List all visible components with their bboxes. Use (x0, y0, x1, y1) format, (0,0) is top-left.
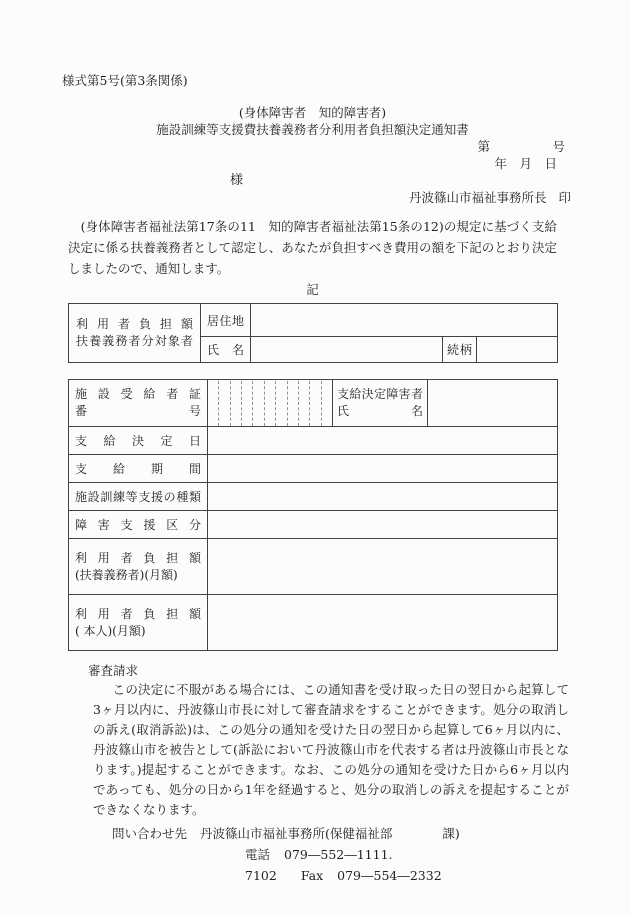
name-label: 氏名 (201, 337, 251, 363)
digit-slot (231, 381, 242, 426)
grantee-label-line1: 支給決定障害者 (337, 387, 423, 401)
digit-slot (253, 381, 264, 426)
contact-office: 丹波篠山市福祉事務所(保健福祉部 課) (200, 826, 460, 841)
supply-period-label: 支給期間 (69, 455, 208, 483)
burden-self-label-line1: 利用者負担額 (75, 606, 201, 621)
obligor-row-header (69, 304, 201, 363)
relation-label: 続柄 (443, 337, 477, 363)
table-row (69, 511, 558, 539)
name-value-cell (251, 337, 443, 363)
table-row (69, 483, 558, 511)
tel-number: 079―552―1111. 7102 (245, 847, 393, 883)
digit-slot (322, 381, 332, 426)
burden-obligor-label-line2: (扶養義務者)(月額) (75, 567, 178, 582)
issuer-title: 丹波篠山市福祉事務所長 (408, 190, 547, 205)
burden-obligor-value-cell (208, 539, 558, 595)
relation-value-cell (477, 337, 558, 363)
support-category-label: 障害支援区分 (69, 511, 208, 539)
support-type-label: 施設訓練等支援の種類 (69, 483, 208, 511)
form-number: 様式第5号(第3条関係) (62, 73, 188, 88)
grantee-name-value-cell (428, 380, 558, 427)
contact-line1 (112, 824, 557, 844)
seal-mark: 印 (558, 190, 571, 205)
issuer-line (68, 189, 571, 206)
tel-label: 電話 (245, 847, 271, 862)
obligor-header-line2: 扶養義務者分対象者 (76, 334, 193, 348)
doc-number-line: 第 号 (477, 139, 565, 154)
appeal-section (88, 662, 569, 820)
digit-slot (276, 381, 287, 426)
supply-period-value-cell (208, 455, 558, 483)
contact-section (68, 824, 557, 886)
residence-value-cell (251, 304, 558, 337)
contact-line2 (245, 844, 557, 886)
contact-label: 問い合わせ先 (112, 826, 188, 841)
digit-slot (288, 381, 299, 426)
digit-slot (208, 381, 219, 426)
digit-slot (265, 381, 276, 426)
appeal-text: この決定に不服がある場合には、この通知書を受け取った日の翌日から起算して3ヶ月以内に、丹波篠山市長に対して審査請求をすることができます。処分の取消しの訴え(取消訴訟)は、この処分の通知を受けた日の翌日から起算して6ヶ月以内に、丹波篠山市を被告として(訴訟において丹波篠山市を代表する者は丹波篠山市長となります。)提起することができます。なお、この処分の通知を受けた日から6ヶ月以内であっても、処分の日から1年を経過すると、処分の取消しの訴えを提起することができなくなります。 (93, 682, 569, 817)
table-row (69, 304, 558, 337)
cert-number-cell (208, 380, 333, 427)
digit-slot (299, 381, 310, 426)
support-category-value-cell (208, 511, 558, 539)
table-row (69, 455, 558, 483)
burden-obligor-label-line1: 利用者負担額 (75, 550, 201, 565)
addressee-sama: 様 (230, 173, 244, 188)
obligor-table (68, 303, 558, 363)
table-row (69, 427, 558, 455)
date-line: 年 月 日 (494, 156, 557, 171)
doc-title: 施設訓練等支援費扶養義務者分利用者負担額決定通知書 (156, 122, 469, 137)
decision-table (68, 379, 558, 651)
grantee-name-label (333, 380, 428, 427)
burden-obligor-label (69, 539, 208, 595)
ki-marker: 記 (306, 282, 319, 297)
appeal-heading: 審査請求 (88, 663, 139, 678)
grantee-label-line2: 氏名 (337, 404, 423, 418)
digit-grid (208, 381, 332, 426)
cert-label-line1: 施設受給者証 (75, 387, 201, 401)
burden-self-value-cell (208, 595, 558, 651)
cert-number-label (69, 380, 208, 427)
doc-subtitle: (身体障害者 知的障害者) (238, 105, 387, 120)
burden-self-label (69, 595, 208, 651)
body-paragraph: (身体障害者福祉法第17条の11 知的障害者福祉法第15条の12)の規定に基づく支給決定に係る扶養義務者として認定し、あなたが負担すべき費用の額を下記のとおり決定しましたので、通知します。 (68, 219, 557, 276)
decision-date-label: 支給決定日 (69, 427, 208, 455)
table-row (69, 595, 558, 651)
document-content (62, 72, 571, 886)
residence-label: 居住地 (201, 304, 251, 337)
fax-number: 079―554―2332 (337, 868, 442, 883)
digit-slot (219, 381, 230, 426)
fax-label: Fax (300, 868, 324, 883)
table-row (69, 380, 558, 427)
decision-date-value-cell (208, 427, 558, 455)
cert-label-line2: 番号 (75, 404, 201, 418)
table-row (69, 539, 558, 595)
digit-slot (242, 381, 253, 426)
burden-self-label-line2: ( 本人)(月額) (75, 623, 146, 638)
obligor-header-line1: 利用者負担額 (76, 317, 193, 331)
digit-slot (310, 381, 321, 426)
support-type-value-cell (208, 483, 558, 511)
